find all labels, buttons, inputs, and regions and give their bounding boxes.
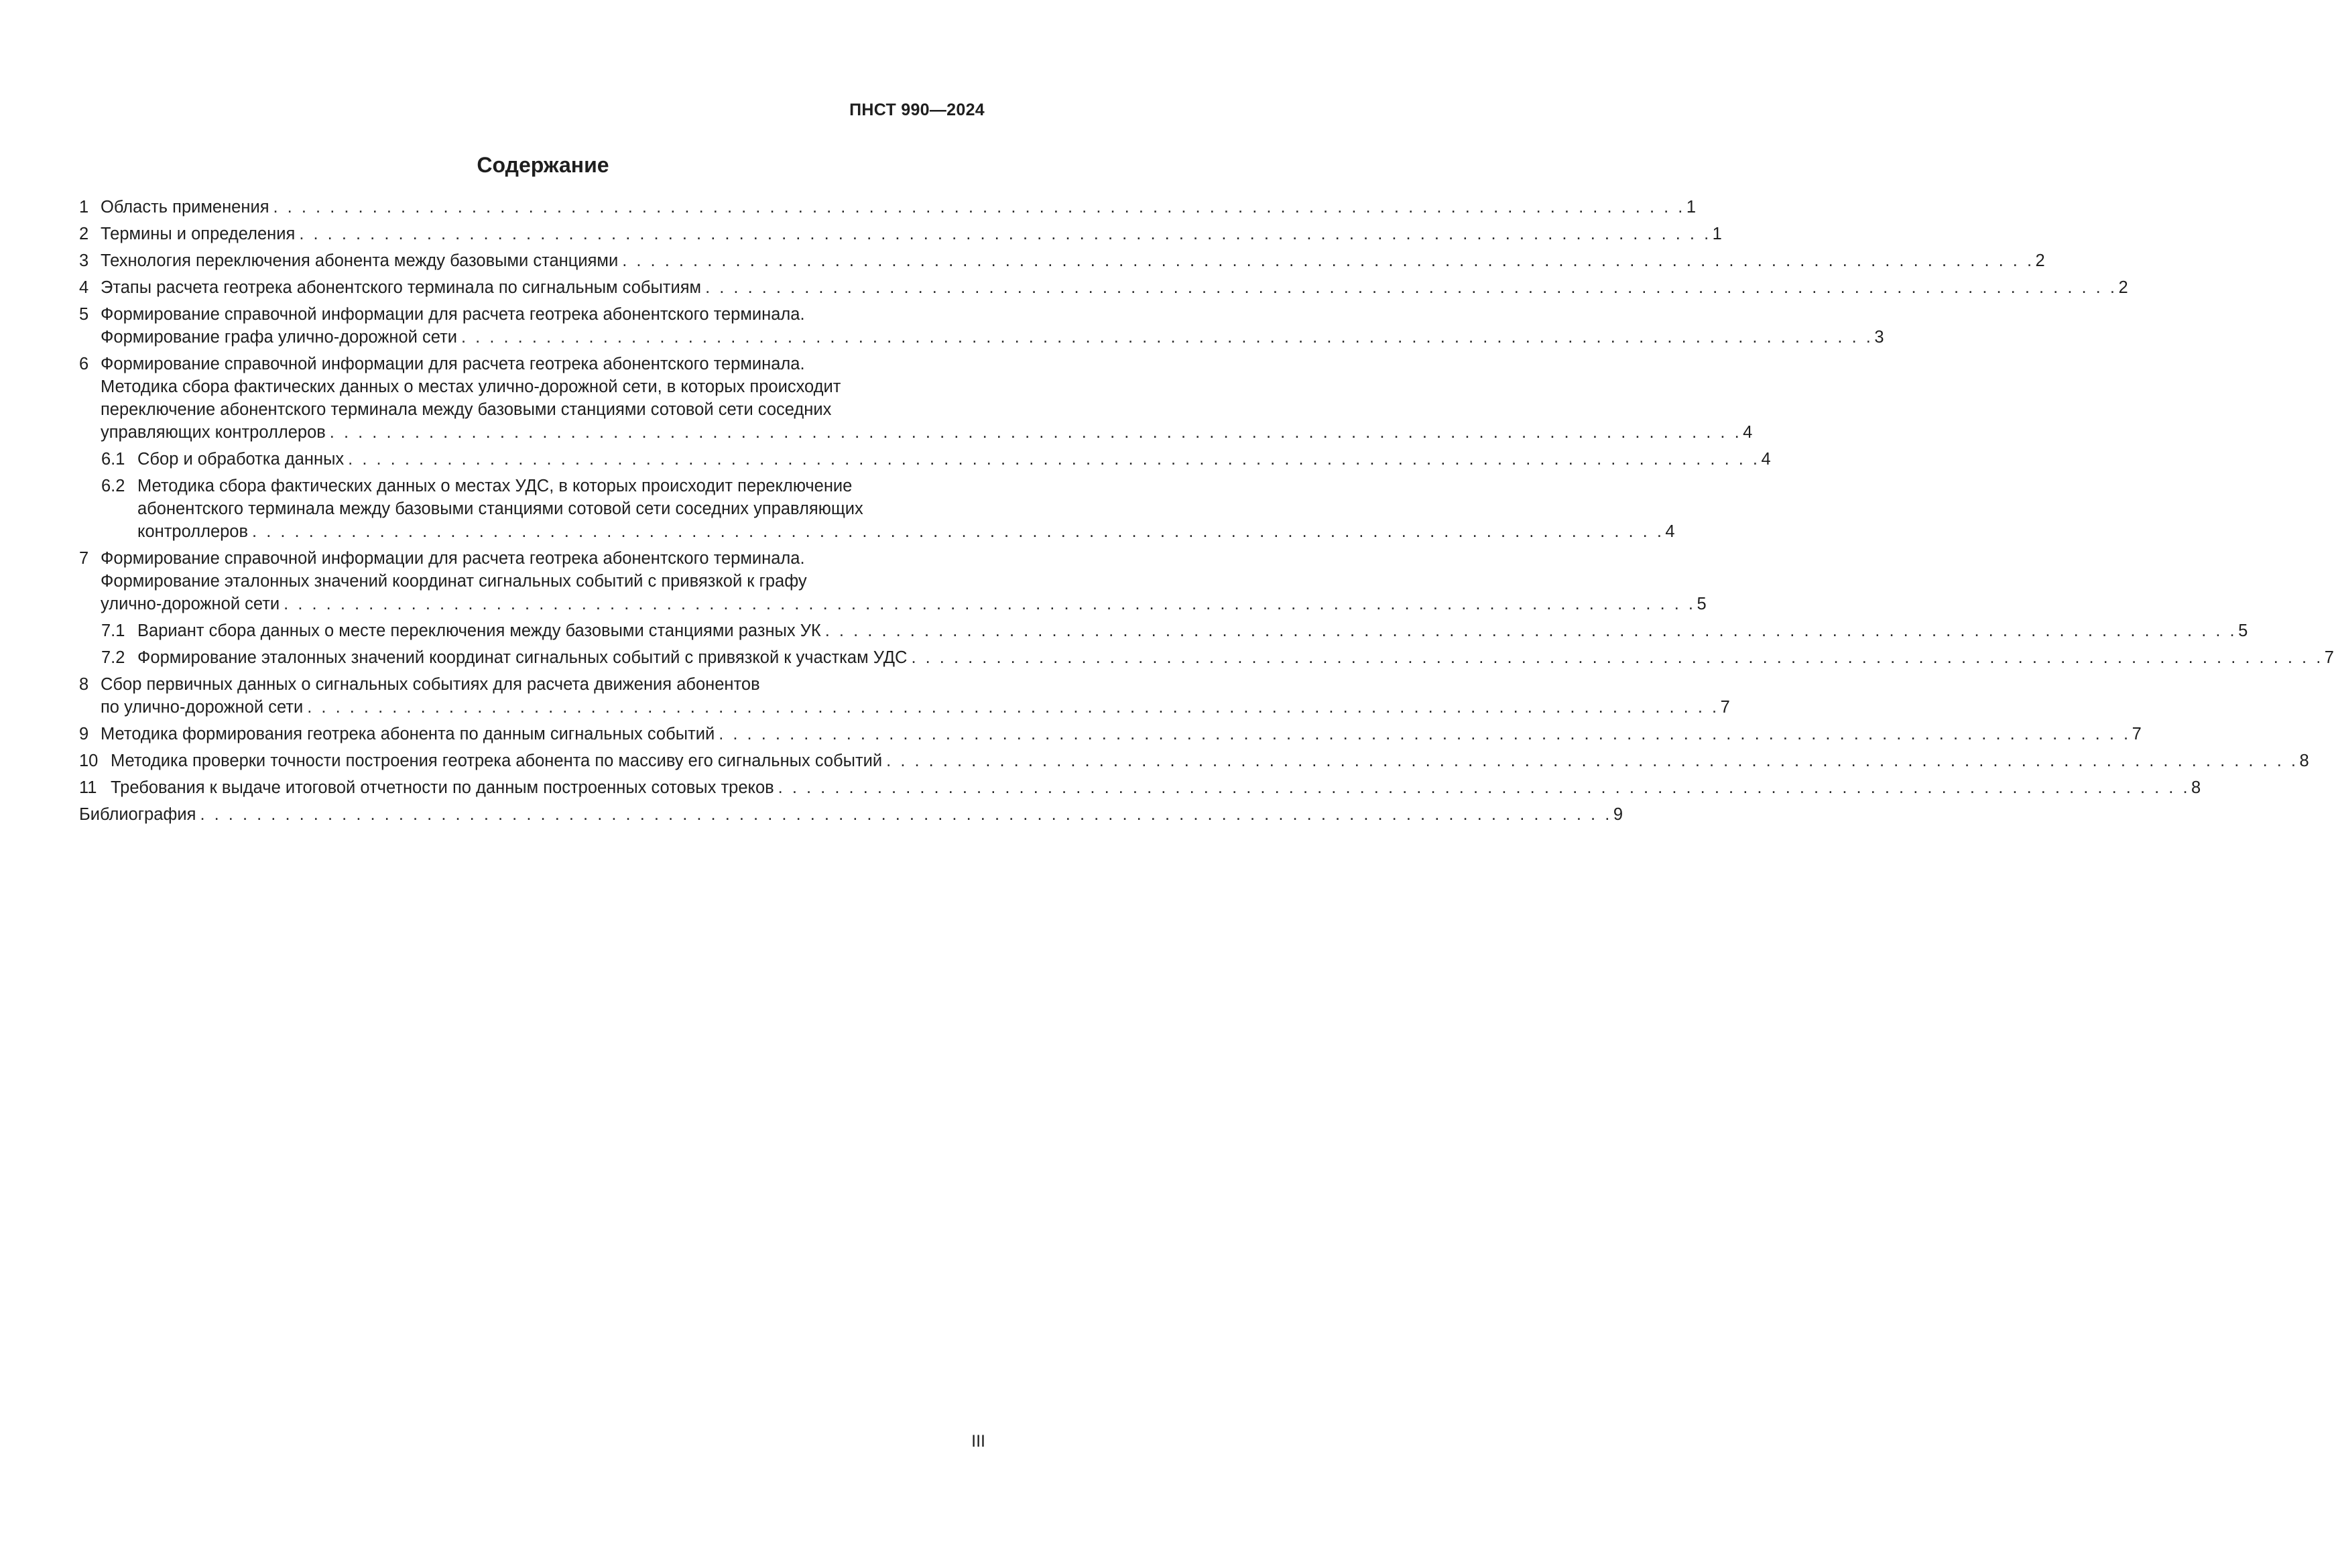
toc-entry[interactable] — [79, 547, 1707, 615]
toc-entry-title: контроллеров — [137, 522, 249, 541]
toc-entry-number: 6 — [79, 355, 89, 373]
dot-leader: . . . . . . . . . . . . . . . . . . . . . . . . . . . . . . . . . . . . . . . . . . . . . . . . . . . . . . . . . . . . . . . . . . . . . . . . . . . . . . . . . . . . . . . . . . . . . . . . . . . . — [329, 423, 1742, 442]
dot-leader: . . . . . . . . . . . . . . . . . . . . . . . . . . . . . . . . . . . . . . . . . . . . . . . . . . . . . . . . . . . . . . . . . . . . . . . . . . . . . . . . . . . . . . . . . . . . . . . . . . . . — [622, 251, 2034, 270]
toc-entry-number: 7.1 — [101, 621, 125, 640]
toc-entry-number: 7.2 — [101, 648, 125, 667]
toc-entry-number: 11 — [79, 778, 97, 797]
toc-page-number: 2 — [2118, 278, 2128, 297]
toc-entry-title: Технология переключения абонента между базовыми станциями — [101, 251, 619, 270]
dot-leader: . . . . . . . . . . . . . . . . . . . . . . . . . . . . . . . . . . . . . . . . . . . . . . . . . . . . . . . . . . . . . . . . . . . . . . . . . . . . . . . . . . . . . . . . . . . . . . . . . . . . — [307, 698, 1719, 717]
toc-entry-title-line: переключение абонентского терминала между базовыми станциями сотовой сети соседних — [101, 400, 832, 419]
dot-leader: . . . . . . . . . . . . . . . . . . . . . . . . . . . . . . . . . . . . . . . . . . . . . . . . . . . . . . . . . . . . . . . . . . . . . . . . . . . . . . . . . . . . . . . . . . . . . . . . . . . . — [461, 328, 1874, 347]
toc-page-number: 2 — [2035, 251, 2045, 270]
toc-entry[interactable] — [79, 276, 2128, 299]
dot-leader: . . . . . . . . . . . . . . . . . . . . . . . . . . . . . . . . . . . . . . . . . . . . . . . . . . . . . . . . . . . . . . . . . . . . . . . . . . . . . . . . . . . . . . . . . . . . . . . . . . . . — [284, 595, 1696, 613]
dot-leader: . . . . . . . . . . . . . . . . . . . . . . . . . . . . . . . . . . . . . . . . . . . . . . . . . . . . . . . . . . . . . . . . . . . . . . . . . . . . . . . . . . . . . . . . . . . . . . . . . . . . — [252, 522, 1664, 541]
toc-page-number: 8 — [2191, 778, 2201, 797]
dot-leader: . . . . . . . . . . . . . . . . . . . . . . . . . . . . . . . . . . . . . . . . . . . . . . . . . . . . . . . . . . . . . . . . . . . . . . . . . . . . . . . . . . . . . . . . . . . . . . . . . . . . — [348, 450, 1760, 469]
toc-entry[interactable] — [79, 353, 1753, 444]
toc-entry-title: Термины и определения — [101, 225, 296, 243]
toc-page-number: 7 — [2132, 725, 2142, 743]
toc-entry-title: управляющих контроллеров — [101, 423, 326, 442]
toc-entry-title: по улично-дорожной сети — [101, 698, 304, 717]
toc-page-number: 4 — [1665, 522, 1675, 541]
toc-page-number: 3 — [1874, 328, 1884, 347]
toc-entry-number: 6.1 — [101, 450, 125, 469]
toc-entry-number: 7 — [79, 549, 89, 568]
toc-entry-title: Требования к выдаче итоговой отчетности по данным построенных сотовых треков — [111, 778, 774, 797]
toc-page-number: 4 — [1761, 450, 1771, 469]
dot-leader: . . . . . . . . . . . . . . . . . . . . . . . . . . . . . . . . . . . . . . . . . . . . . . . . . . . . . . . . . . . . . . . . . . . . . . . . . . . . . . . . . . . . . . . . . . . . . . . . . . . . — [719, 725, 2131, 743]
toc-page-number: 1 — [1712, 225, 1722, 243]
toc-entry[interactable] — [79, 303, 1884, 349]
toc-entry-title: улично-дорожной сети — [101, 595, 280, 613]
toc-subentry[interactable] — [79, 646, 2334, 669]
toc-entry-title: Формирование эталонных значений координат сигнальных событий с привязкой к участкам УДС — [137, 648, 908, 667]
toc-entry-title: Методика формирования геотрека абонента по данным сигнальных событий — [101, 725, 715, 743]
toc-page-number: 5 — [1697, 595, 1707, 613]
toc-page-number: 9 — [1613, 805, 1623, 824]
toc-entry-title-line: Сбор первичных данных о сигнальных событиях для расчета движения абонентов — [101, 675, 760, 694]
toc-page-number: 7 — [2324, 648, 2334, 667]
dot-leader: . . . . . . . . . . . . . . . . . . . . . . . . . . . . . . . . . . . . . . . . . . . . . . . . . . . . . . . . . . . . . . . . . . . . . . . . . . . . . . . . . . . . . . . . . . . . . . . . . . . . — [778, 778, 2191, 797]
toc-title: Содержание — [477, 153, 609, 177]
toc-entry-title: Область применения — [101, 198, 269, 217]
toc-entry-title-line: Формирование справочной информации для расчета геотрека абонентского терминала. — [101, 305, 805, 324]
toc-subentry[interactable] — [79, 448, 1771, 471]
toc-entry[interactable] — [79, 196, 1697, 219]
toc-entry-title-line: Формирование справочной информации для расчета геотрека абонентского терминала. — [101, 355, 805, 373]
toc-entry-title: Библиография — [79, 805, 196, 824]
toc-entry[interactable] — [79, 749, 2309, 772]
page-number: III — [971, 1432, 985, 1451]
toc-entry-title-line: абонентского терминала между базовыми станциями сотовой сети соседних управляющих — [137, 499, 863, 518]
toc-entry-title-line: Формирование эталонных значений координат сигнальных событий с привязкой к графу — [101, 572, 807, 591]
toc-entry-title: Сбор и обработка данных — [137, 450, 345, 469]
toc-page-number: 7 — [1720, 698, 1730, 717]
dot-leader: . . . . . . . . . . . . . . . . . . . . . . . . . . . . . . . . . . . . . . . . . . . . . . . . . . . . . . . . . . . . . . . . . . . . . . . . . . . . . . . . . . . . . . . . . . . . . . . . . . . . — [886, 751, 2298, 770]
document-code: ПНСТ 990—2024 — [849, 101, 985, 119]
dot-leader: . . . . . . . . . . . . . . . . . . . . . . . . . . . . . . . . . . . . . . . . . . . . . . . . . . . . . . . . . . . . . . . . . . . . . . . . . . . . . . . . . . . . . . . . . . . . . . . . . . . . — [705, 278, 2117, 297]
dot-leader: . . . . . . . . . . . . . . . . . . . . . . . . . . . . . . . . . . . . . . . . . . . . . . . . . . . . . . . . . . . . . . . . . . . . . . . . . . . . . . . . . . . . . . . . . . . . . . . . . . . . — [273, 198, 1685, 217]
toc-entry-number: 3 — [79, 251, 89, 270]
toc-entry-number: 10 — [79, 751, 99, 770]
toc-entry-title: Формирование графа улично-дорожной сети — [101, 328, 457, 347]
toc-page-number: 4 — [1743, 423, 1753, 442]
toc-entry[interactable] — [79, 723, 2142, 745]
toc-page-number: 8 — [2299, 751, 2309, 770]
toc-page-number: 5 — [2238, 621, 2248, 640]
toc-entry[interactable] — [79, 673, 1730, 719]
toc-entry-title-line: Формирование справочной информации для расчета геотрека абонентского терминала. — [101, 549, 805, 568]
toc-entry-title-line: Методика сбора фактических данных о местах УДС, в которых происходит переключение — [137, 477, 853, 495]
toc-entry-number: 1 — [79, 198, 89, 217]
toc-entry-title: Методика проверки точности построения геотрека абонента по массиву его сигнальных событий — [111, 751, 883, 770]
toc-entry[interactable] — [79, 249, 2045, 272]
toc-entry-title: Вариант сбора данных о месте переключения между базовыми станциями разных УК — [137, 621, 821, 640]
toc-entry-number: 5 — [79, 305, 89, 324]
toc-entry-number: 9 — [79, 725, 89, 743]
toc-entry-number: 4 — [79, 278, 89, 297]
dot-leader: . . . . . . . . . . . . . . . . . . . . . . . . . . . . . . . . . . . . . . . . . . . . . . . . . . . . . . . . . . . . . . . . . . . . . . . . . . . . . . . . . . . . . . . . . . . . . . . . . . . . — [299, 225, 1711, 243]
toc-entry[interactable] — [79, 776, 2201, 799]
toc-entry-number: 8 — [79, 675, 89, 694]
toc-subentry[interactable] — [79, 475, 1675, 543]
table-of-contents — [79, 196, 2334, 826]
toc-entry-number: 2 — [79, 225, 89, 243]
toc-entry[interactable] — [79, 803, 1623, 826]
toc-page-number: 1 — [1686, 198, 1697, 217]
dot-leader: . . . . . . . . . . . . . . . . . . . . . . . . . . . . . . . . . . . . . . . . . . . . . . . . . . . . . . . . . . . . . . . . . . . . . . . . . . . . . . . . . . . . . . . . . . . . . . . . . . . . — [824, 621, 2237, 640]
toc-entry-number: 6.2 — [101, 477, 125, 495]
toc-entry[interactable] — [79, 223, 1722, 245]
toc-subentry[interactable] — [79, 619, 2248, 642]
toc-entry-title: Этапы расчета геотрека абонентского терминала по сигнальным событиям — [101, 278, 702, 297]
toc-entry-title-line: Методика сбора фактических данных о местах улично-дорожной сети, в которых происходит — [101, 377, 841, 396]
dot-leader: . . . . . . . . . . . . . . . . . . . . . . . . . . . . . . . . . . . . . . . . . . . . . . . . . . . . . . . . . . . . . . . . . . . . . . . . . . . . . . . . . . . . . . . . . . . . . . . . . . . . — [200, 805, 1612, 824]
dot-leader: . . . . . . . . . . . . . . . . . . . . . . . . . . . . . . . . . . . . . . . . . . . . . . . . . . . . . . . . . . . . . . . . . . . . . . . . . . . . . . . . . . . . . . . . . . . . . . . . . . . . — [911, 648, 2323, 667]
